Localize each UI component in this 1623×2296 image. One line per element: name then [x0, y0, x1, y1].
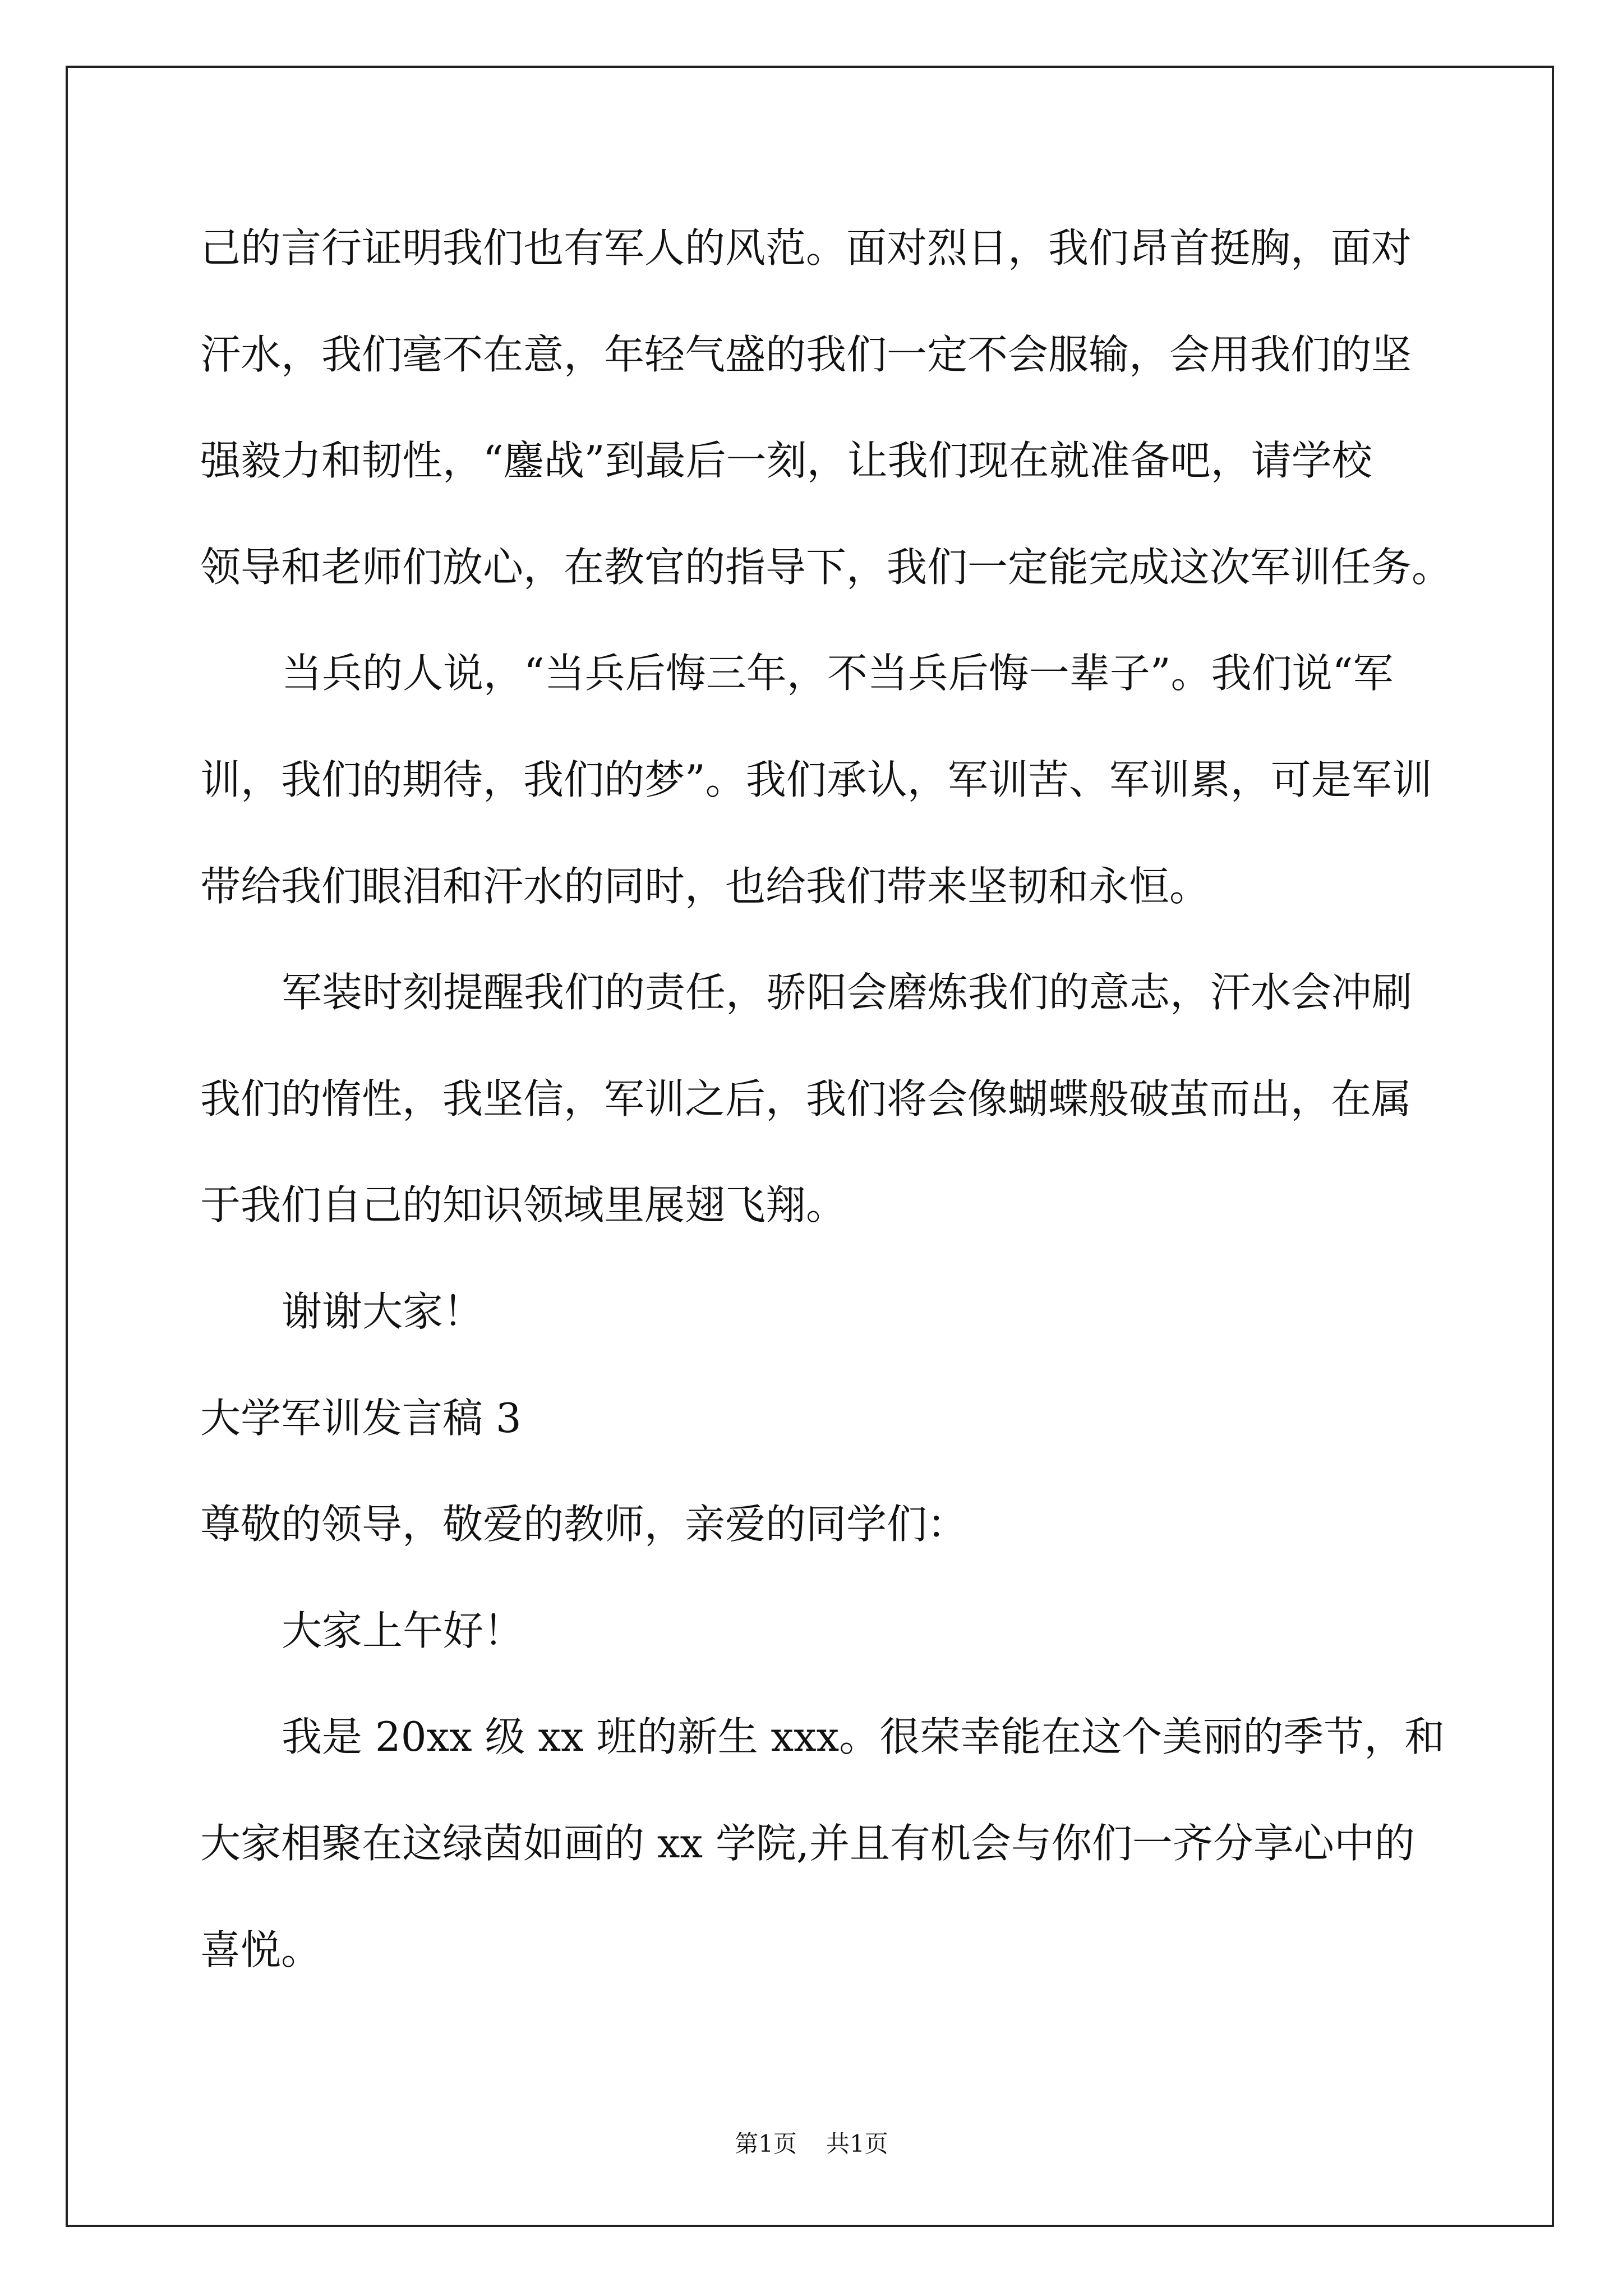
paragraph-start-line: 军装时刻提醒我们的责任，骄阳会磨炼我们的意志，汗水会冲刷 [282, 969, 1413, 1016]
page-footer [0, 2129, 1623, 2159]
text-line: 汗水，我们毫不在意，年轻气盛的我们一定不会服输，会用我们的坚 [200, 330, 1412, 378]
text-line: 我们的惰性，我坚信，军训之后，我们将会像蝴蝶般破茧而出，在属 [200, 1075, 1412, 1122]
text-line: 于我们自己的知识领域里展翅飞翔。 [200, 1181, 847, 1229]
text-line: 大家相聚在这绿茵如画的 xx 学院,并且有机会与你们一齐分享心中的 [200, 1819, 1415, 1867]
text-line: 强毅力和韧性，“鏖战”到最后一刻，让我们现在就准备吧，请学校 [200, 437, 1372, 485]
text-line: 己的言行证明我们也有军人的风范。面对烈日，我们昂首挺胸，面对 [200, 224, 1412, 272]
page-total: 共1页 [826, 2130, 888, 2157]
document-body [200, 195, 1490, 2003]
page-number: 第1页 [735, 2130, 797, 2157]
text-line: 训，我们的期待，我们的梦”。我们承认，军训苦、军训累，可是军训 [200, 756, 1432, 803]
text-line: 带给我们眼泪和汗水的同时，也给我们带来坚韧和永恒。 [200, 862, 1210, 910]
paragraph-start-line: 当兵的人说，“当兵后悔三年，不当兵后悔一辈子”。我们说“军 [282, 650, 1394, 697]
closing-line: 谢谢大家！ [282, 1287, 484, 1335]
section-heading: 大学军训发言稿 3 [200, 1394, 522, 1442]
greeting-line: 大家上午好！ [282, 1607, 524, 1654]
text-line: 喜悦。 [200, 1926, 322, 1973]
paragraph-start-line: 我是 20xx 级 xx 班的新生 xxx。很荣幸能在这个美丽的季节，和 [282, 1713, 1445, 1761]
salutation-line: 尊敬的领导，敬爱的教师，亲爱的同学们： [200, 1501, 968, 1548]
text-line: 领导和老师们放心，在教官的指导下，我们一定能完成这次军训任务。 [200, 543, 1453, 591]
